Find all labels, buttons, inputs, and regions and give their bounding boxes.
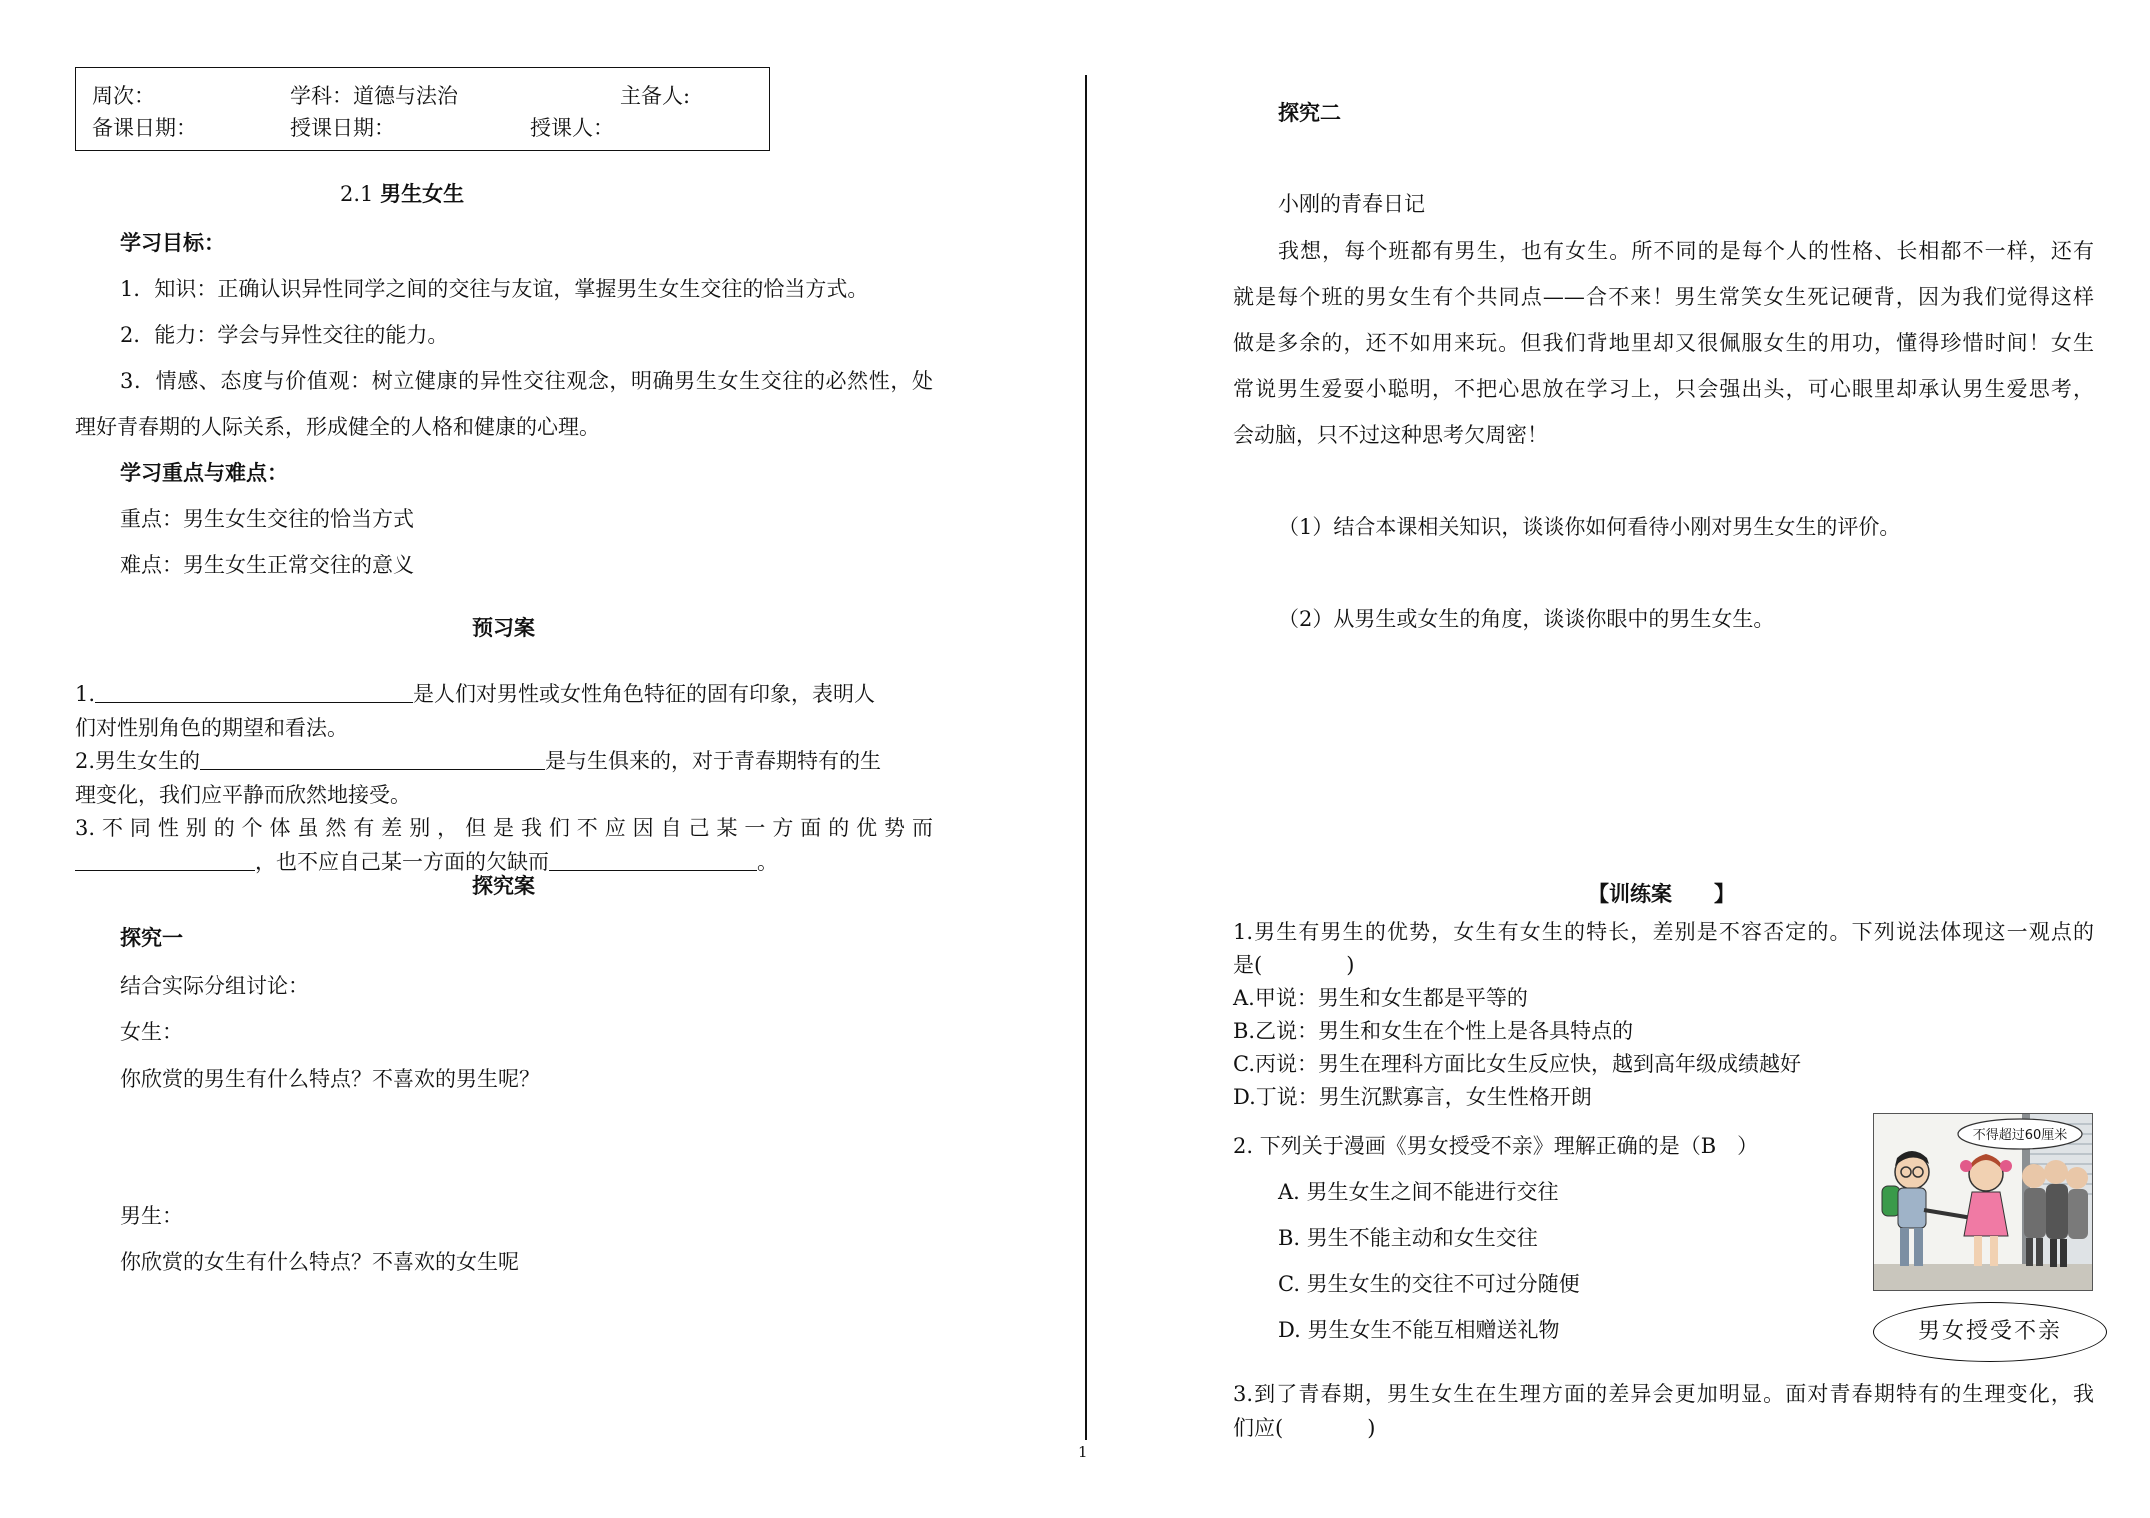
preview-q3-blank1[interactable]	[75, 848, 255, 871]
preview-q2-blank[interactable]	[200, 747, 545, 770]
practice-q1-option-b: B.乙说：男生和女生在个性上是各具特点的	[1233, 1019, 1634, 1043]
practice-q2-option-a: A. 男生女生之间不能进行交往	[1278, 1180, 1559, 1204]
goals-heading: 学习目标：	[120, 230, 225, 255]
preview-q1-line2: 们对性别角色的期望和看法。	[75, 716, 348, 740]
practice-q1-line2: 是( )	[1233, 953, 1355, 977]
preview-q1-prefix: 1.	[75, 682, 96, 706]
girls-question: 你欣赏的男生有什么特点？不喜欢的男生呢？	[120, 1067, 540, 1091]
practice-q1-option-a: A.甲说：男生和女生都是平等的	[1233, 986, 1528, 1010]
practice-q2-option-d: D. 男生女生不能互相赠送礼物	[1278, 1318, 1560, 1342]
preview-q3-line2	[75, 846, 778, 876]
goal-attitude-line2: 理好青春期的人际关系，形成健全的人格和健康的心理。	[75, 415, 600, 439]
inquiry-two-title: 探究二	[1278, 100, 1341, 125]
page-divider	[1085, 75, 1087, 1440]
goal-attitude-line1: 3．情感、态度与价值观：树立健康的异性交往观念，明确男生女生交往的必然性，处	[120, 369, 933, 393]
preview-q2-prefix: 2.男生女生的	[75, 749, 201, 773]
practice-q2-stem: 2. 下列关于漫画《男女授受不亲》理解正确的是（B ）	[1233, 1134, 1759, 1158]
goal-ability: 2．能力：学会与异性交往的能力。	[120, 323, 449, 347]
boys-question: 你欣赏的女生有什么特点？不喜欢的女生呢	[120, 1250, 519, 1274]
inquiry-heading: 探究案	[472, 873, 535, 898]
cartoon-drawing	[1874, 1114, 2092, 1290]
preview-q3-end: 。	[757, 850, 778, 874]
practice-q3-line2: 们应( )	[1233, 1416, 1376, 1440]
prep-date-label: 备课日期：	[92, 116, 197, 140]
goal-knowledge: 1．知识：正确认识异性同学之间的交往与友谊，掌握男生女生交往的恰当方式。	[120, 277, 869, 301]
planner-label: 主备人:	[620, 84, 691, 108]
inquiry-two-question-1: （1）结合本课相关知识，谈谈你如何看待小刚对男生女生的评价。	[1278, 515, 1901, 539]
teacher-label: 授课人：	[530, 116, 614, 140]
preview-q2-line2: 理变化，我们应平静而欣然地接受。	[75, 783, 411, 807]
inquiry-one-title: 探究一	[120, 925, 183, 950]
preview-q2-suffix: 是与生俱来的，对于青春期特有的生	[545, 749, 882, 773]
preview-q2	[75, 745, 881, 775]
preview-q3-mid: ，也不应自己某一方面的欠缺而	[255, 850, 549, 874]
cartoon-illustration	[1873, 1113, 2093, 1291]
lesson-title	[340, 178, 464, 208]
practice-q1-option-c: C.丙说：男生在理科方面比女生反应快，越到高年级成绩越好	[1233, 1052, 1801, 1076]
practice-q3-line1: 3.到了青春期，男生女生在生理方面的差异会更加明显。面对青春期特有的生理变化，我	[1233, 1382, 2094, 1406]
diary-line-3: 做是多余的，还不如用来玩。但我们背地里却又很佩服女生的用功，懂得珍惜时间！女生	[1233, 331, 2094, 355]
preview-q1-blank[interactable]	[95, 680, 413, 703]
diary-line-5: 会动脑，只不过这种思考欠周密！	[1233, 423, 1548, 447]
girls-label: 女生：	[120, 1020, 183, 1044]
preview-q3-line1: 3.不同性别的个体虽然有差别，但是我们不应因自己某一方面的优势而	[75, 816, 933, 840]
diary-line-2: 就是每个班的男女生有个共同点——合不来！男生常笑女生死记硬背，因为我们觉得这样	[1233, 285, 2094, 309]
practice-heading: 【训练案 】	[1588, 881, 1735, 906]
diary-title: 小刚的青春日记	[1278, 192, 1425, 216]
diary-line-1: 我想，每个班都有男生，也有女生。所不同的是每个人的性格、长相都不一样，还有	[1278, 239, 2094, 263]
preview-q1	[75, 678, 875, 708]
cartoon-caption: 男女授受不亲	[1873, 1302, 2107, 1362]
practice-q2-option-b: B. 男生不能主动和女生交往	[1278, 1226, 1538, 1250]
subject-label: 学科：道德与法治	[290, 84, 458, 108]
lesson-number: 2.1	[340, 182, 374, 206]
teach-date-label: 授课日期：	[290, 116, 395, 140]
cartoon-sign-text: 不得超过60厘米	[1972, 1128, 2068, 1143]
boys-label: 男生：	[120, 1204, 183, 1228]
page-number: 1	[1078, 1443, 1088, 1461]
focus-point: 重点：男生女生交往的恰当方式	[120, 507, 414, 531]
week-label: 周次：	[92, 84, 155, 108]
inquiry-two-question-2: （2）从男生或女生的角度，谈谈你眼中的男生女生。	[1278, 607, 1775, 631]
preview-q3-blank2[interactable]	[549, 848, 757, 871]
lesson-name: 男生女生	[380, 181, 465, 206]
preview-q1-suffix: 是人们对男性或女性角色特征的固有印象，表明人	[413, 682, 876, 706]
diary-line-4: 常说男生爱耍小聪明，不把心思放在学习上，只会强出头，可心眼里却承认男生爱思考，	[1233, 377, 2094, 401]
practice-q1-option-d: D.丁说：男生沉默寡言，女生性格开朗	[1233, 1085, 1592, 1109]
practice-q1-line1: 1.男生有男生的优势，女生有女生的特长，差别是不容否定的。下列说法体现这一观点的	[1233, 920, 2094, 944]
difficult-point: 难点：男生女生正常交往的意义	[120, 553, 414, 577]
practice-q2-option-c: C. 男生女生的交往不可过分随便	[1278, 1272, 1580, 1296]
inquiry-one-intro: 结合实际分组讨论：	[120, 974, 309, 998]
keypoints-heading: 学习重点与难点：	[120, 460, 288, 485]
preview-heading: 预习案	[472, 615, 535, 640]
